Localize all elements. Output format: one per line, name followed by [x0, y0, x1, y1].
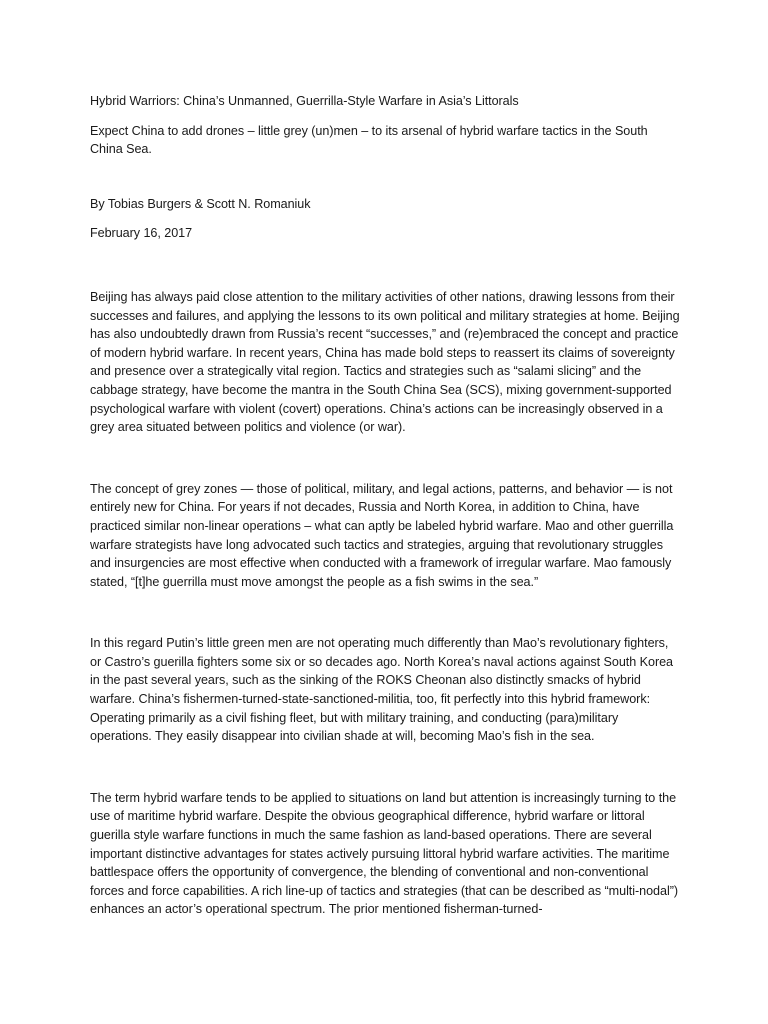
- paragraph-1: Beijing has always paid close attention to the military activities of other nations, drawing lessons from their successes and failures, and applying the lessons to its own political and military strategies at home. Beijing has also undoubtedly drawn from Russia’s recent “successes,” and (re)embraced the concept and practice of modern hybrid warfare. In recent years, China has made bold steps to reassert its claims of sovereignty and presence over a strategically vital region. Tactics and strategies such as “salami slicing” and the cabbage strategy, have become the mantra in the South China Sea (SCS), mixing government-supported psychological warfare with violent (covert) operations. China’s actions can be increasingly observed in a grey area situated between politics and violence (or war).: [90, 289, 680, 435]
- article-subtitle: Expect China to add drones – little grey (un)men – to its arsenal of hybrid warfare tactics in the South China Sea.: [90, 123, 648, 157]
- article-byline: By Tobias Burgers & Scott N. Romaniuk: [90, 196, 311, 211]
- paragraph-4: The term hybrid warfare tends to be applied to situations on land but attention is increasingly turning to the use of maritime hybrid warfare. Despite the obvious geographical difference, hybrid warfare or littoral guerilla style warfare functions in much the same fashion as land-based operations. There are several important distinctive advantages for states actively pursuing littoral hybrid warfare activities. The maritime battlespace offers the opportunity of convergence, the blending of conventional and non-conventional forces and force capabilities. A rich line-up of tactics and strategies (that can be described as “multi-nodal”) enhances an actor’s operational spectrum. The prior mentioned fisherman-turned-: [90, 790, 679, 917]
- article-date: February 16, 2017: [90, 226, 193, 241]
- article-title: Hybrid Warriors: China’s Unmanned, Guerrilla-Style Warfare in Asia’s Littorals: [90, 94, 519, 108]
- paragraph-2: The concept of grey zones — those of political, military, and legal actions, patterns, and behavior — is not entirely new for China. For years if not decades, Russia and North Korea, in addition to China, have practiced similar non-linear operations – what can aptly be labeled hybrid warfare. Mao and other guerrilla warfare strategists have long advocated such tactics and strategies, arguing that revolutionary struggles and insurgencies are most effective when conducted with a framework of irregular warfare. Mao famously stated, “[t]he guerrilla must move amongst the people as a fish swims in the sea.”: [90, 481, 674, 589]
- paragraph-3: In this regard Putin’s little green men are not operating much differently than Mao’s revolutionary fighters, or Castro’s guerilla fighters some six or so decades ago. North Korea’s naval actions against South Korea in the past several years, such as the sinking of the ROKS Cheonan also distinctly smacks of hybrid warfare. China’s fishermen-turned-state-sanctioned-militia, too, fit perfectly into this hybrid framework: Operating primarily as a civil fishing fleet, but with military training, and conducting (para)military operations. They easily disappear into civilian shade at will, becoming Mao’s fish in the sea.: [90, 636, 674, 744]
- article-body: [90, 92, 680, 962]
